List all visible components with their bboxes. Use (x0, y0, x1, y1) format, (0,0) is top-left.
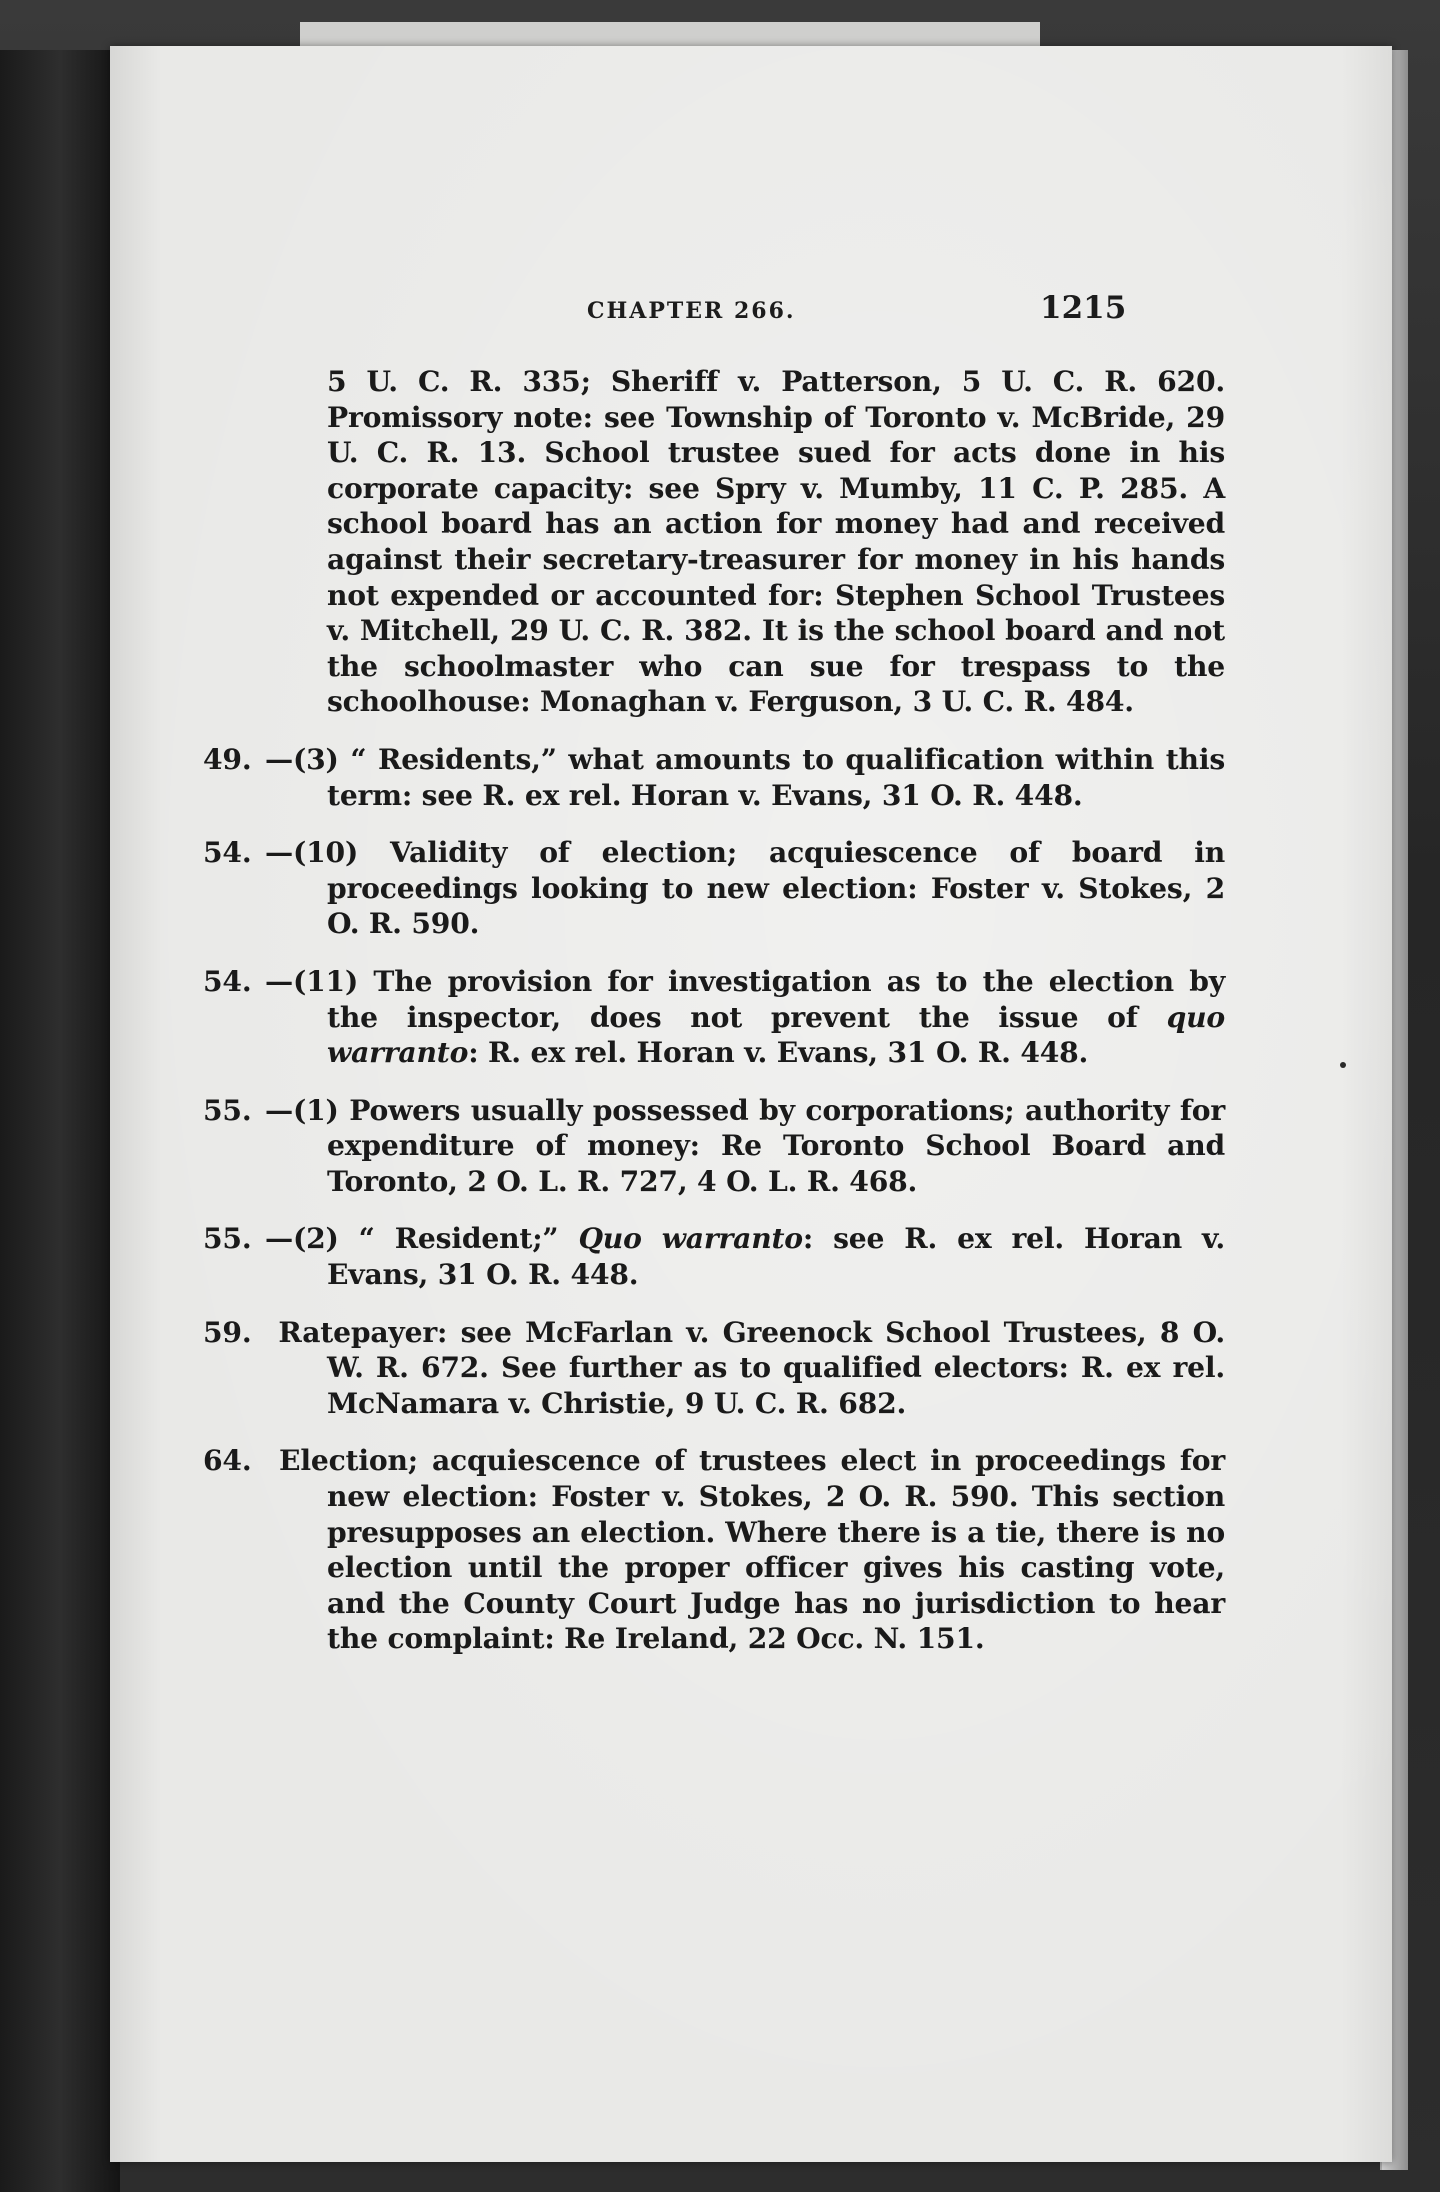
paragraph-text: Ratepayer: see McFarlan v. Greenock School Trustees, 8 O. W. R. 672. See further as to qualified electors: R. ex rel. McNamara v. Christie, 9 U. C. R. 682. (265, 1315, 1225, 1420)
paragraph-section-55-1: 55. —(1) Powers usually possessed by corporations; authority for expenditure of money: Re Toronto School Board and Toronto, 2 O. L. R. 727, 4 O. L. R. 468. (203, 1093, 1225, 1198)
paragraph-section-59: 59. Ratepayer: see McFarlan v. Greenock School Trustees, 8 O. W. R. 672. See further as to qualified electors: R. ex rel. McNamara v. Christie, 9 U. C. R. 682. (203, 1315, 1225, 1420)
chapter-heading: CHAPTER 266. (587, 298, 796, 324)
paragraph-text: —(1) Powers usually possessed by corporations; authority for expenditure of money: Re Toronto School Board and Toronto, 2 O. L. R. 727, 4 O. L. R. 468. (265, 1093, 1225, 1198)
paragraph-section-64: 64. Election; acquiescence of trustees elect in proceedings for new election: Foster v. Stokes, 2 O. R. 590. This section presupposes an election. Where there is a tie, there is no election until the proper officer gives his casting vote, and the County Court Judge has no jurisdiction to hear the complaint: Re Ireland, 22 Occ. N. 151. (203, 1444, 1225, 1656)
running-header (110, 290, 1392, 336)
italic-term: Quo warranto (578, 1222, 803, 1256)
annotation-text (203, 364, 1225, 1679)
paragraph-section-55-2: 55. —(2) “ Resident;” Quo warranto: see R. ex rel. Horan v. Evans, 31 O. R. 448. (203, 1222, 1225, 1292)
paragraph-text: 5 U. C. R. 335; Sheriff v. Patterson, 5 U. C. R. 620. Promissory note: see Township of Toronto v. McBride, 29 U. C. R. 13. School trustee sued for acts done in his corporate capacity: see Spry v. Mumby, 11 C. P. 285. A school board has an action for money had and received against their secretary-treasurer for money in his hands not expended or accounted for: Stephen School Trustees v. Mitchell, 29 U. C. R. 382. It is the school board and not the schoolmaster who can sue for trespass to the schoolhouse: Monaghan v. Ferguson, 3 U. C. R. 484. (327, 365, 1225, 719)
paragraph-section-49-3: 49. —(3) “ Residents,” what amounts to qualification within this term: see R. ex rel. Horan v. Evans, 31 O. R. 448. (203, 742, 1225, 812)
paragraph-text: —(10) Validity of election; acquiescence of board in proceedings looking to new election: Foster v. Stokes, 2 O. R. 590. (265, 836, 1225, 941)
paragraph-text: —(3) “ Residents,” what amounts to qualification within this term: see R. ex rel. Horan v. Evans, 31 O. R. 448. (265, 742, 1225, 812)
page-number: 1215 (1040, 290, 1127, 326)
paragraph-text-end: : R. ex rel. Horan v. Evans, 31 O. R. 448. (468, 1036, 1089, 1070)
paragraph-text: —(2) “ Resident;” (265, 1222, 579, 1256)
paragraph-continued (265, 364, 1225, 720)
paragraph-text: —(11) The provision for investigation as to the election by the inspector, does not prevent the issue of (265, 964, 1225, 1034)
book-binding (0, 50, 120, 2192)
paragraph-section-54-10: 54. —(10) Validity of election; acquiescence of board in proceedings looking to new election: Foster v. Stokes, 2 O. R. 590. (203, 836, 1225, 941)
scan-speck (46, 1736, 50, 1740)
paragraph-text-end: : see R. ex rel. Horan v. Evans, 31 O. R. 448. (327, 1222, 1225, 1292)
paragraph-text: Election; acquiescence of trustees elect in proceedings for new election: Foster v. Stokes, 2 O. R. 590. This section presupposes an election. Where there is a tie, there is no election until the proper officer gives his casting vote, and the County Court Judge has no jurisdiction to hear the complaint: Re Ireland, 22 Occ. N. 151. (265, 1444, 1225, 1656)
paragraph-section-54-11: 54. —(11) The provision for investigation as to the election by the inspector, does not prevent the issue of quo warranto: R. ex rel. Horan v. Evans, 31 O. R. 448. (203, 964, 1225, 1070)
scan-speck (1340, 1062, 1346, 1068)
italic-term: quo warranto (327, 1000, 1225, 1070)
book-page (110, 46, 1392, 2162)
